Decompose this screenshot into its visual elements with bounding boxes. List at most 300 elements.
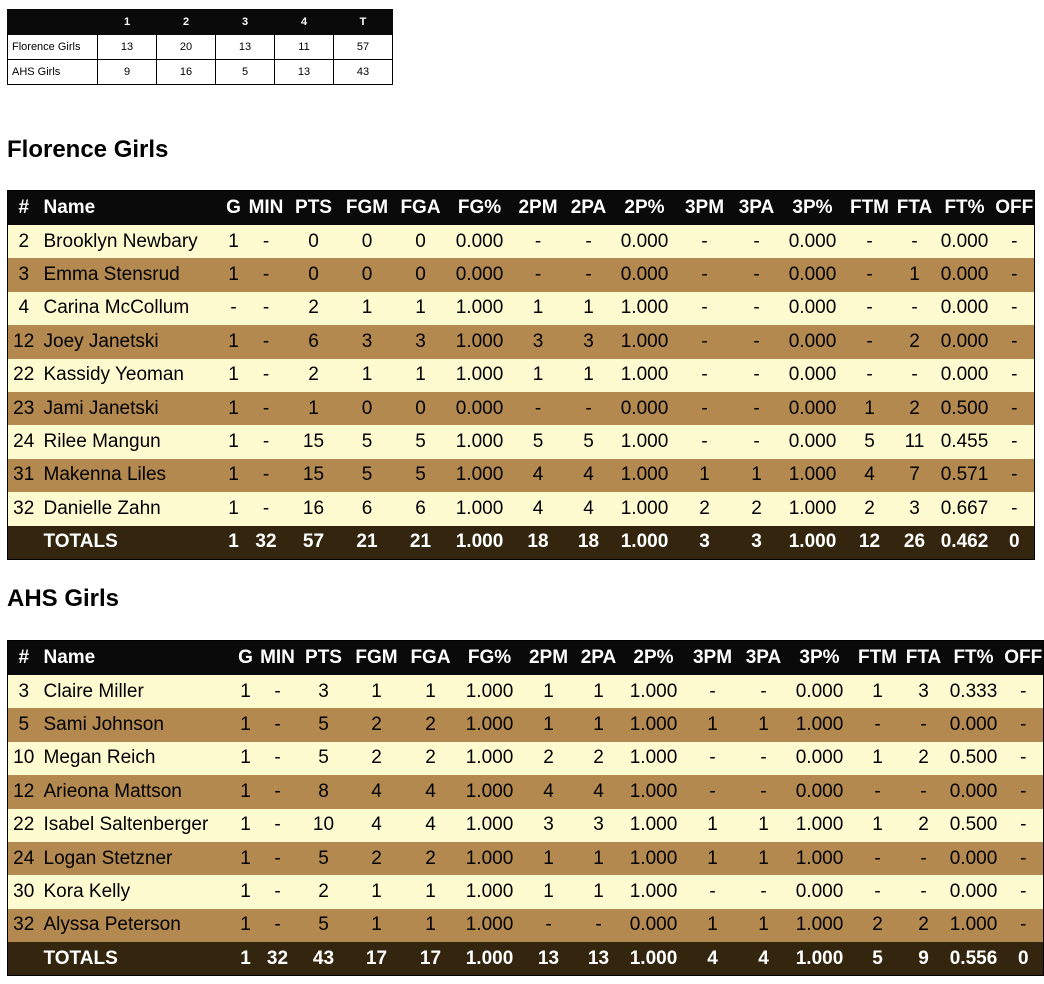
player-fgm: 2 xyxy=(350,842,404,875)
player-fta: - xyxy=(904,875,944,908)
player-off: - xyxy=(995,359,1035,392)
player-2pa: 1 xyxy=(576,842,622,875)
player-3pm: 1 xyxy=(686,809,740,842)
player-pts: 5 xyxy=(298,842,350,875)
player-ft-pct: 0.500 xyxy=(944,742,1004,775)
player-min: - xyxy=(246,492,287,525)
total-fta: 26 xyxy=(895,526,935,560)
player-min: - xyxy=(258,909,298,942)
player-off: - xyxy=(1004,742,1044,775)
quarter-header-row xyxy=(8,10,393,35)
player-2pa: - xyxy=(565,258,613,291)
player-3p-pct: 0.000 xyxy=(788,875,852,908)
player-pts: 5 xyxy=(298,909,350,942)
player-g: 1 xyxy=(234,708,258,741)
player-ftm: 4 xyxy=(845,459,895,492)
player-3pm: 1 xyxy=(686,708,740,741)
player-jersey: 32 xyxy=(8,909,40,942)
player-3pa: - xyxy=(733,292,781,325)
player-2pa: 4 xyxy=(565,459,613,492)
player-name: Claire Miller xyxy=(40,675,234,708)
column-header-off: OFF xyxy=(1004,641,1044,676)
player-row xyxy=(8,225,1035,258)
player-2pa: 4 xyxy=(576,775,622,808)
player-ftm: 1 xyxy=(852,742,904,775)
total-3pa: 3 xyxy=(733,526,781,560)
player-g: 1 xyxy=(234,775,258,808)
player-off: - xyxy=(1004,708,1044,741)
player-fga: 0 xyxy=(394,225,448,258)
player-pts: 6 xyxy=(287,325,341,358)
player-min: - xyxy=(258,875,298,908)
player-3p-pct: 1.000 xyxy=(788,809,852,842)
player-3p-pct: 1.000 xyxy=(788,909,852,942)
player-fg-pct: 1.000 xyxy=(458,842,522,875)
player-g: 1 xyxy=(222,359,246,392)
column-header-pts: PTS xyxy=(298,641,350,676)
player-jersey: 4 xyxy=(8,292,40,325)
player-2p-pct: 1.000 xyxy=(622,742,686,775)
player-2pa: 5 xyxy=(565,425,613,458)
player-min: - xyxy=(246,425,287,458)
player-g: 1 xyxy=(222,492,246,525)
player-row xyxy=(8,708,1044,741)
column-header-g: G xyxy=(234,641,258,676)
totals-row xyxy=(8,526,1035,560)
player-fga: 2 xyxy=(404,842,458,875)
player-pts: 16 xyxy=(287,492,341,525)
total-3pa: 4 xyxy=(740,942,788,976)
player-ftm: - xyxy=(852,708,904,741)
quarter-header-team xyxy=(8,10,98,35)
player-2pm: 1 xyxy=(522,708,576,741)
player-fgm: 1 xyxy=(350,875,404,908)
player-3pa: - xyxy=(733,325,781,358)
player-min: - xyxy=(246,359,287,392)
column-header-2pa: 2PA xyxy=(565,191,613,226)
player-off: - xyxy=(995,325,1035,358)
player-fta: 2 xyxy=(895,325,935,358)
total-fg-pct: 1.000 xyxy=(448,526,512,560)
column-header-3pm: 3PM xyxy=(686,641,740,676)
player-2pa: - xyxy=(565,392,613,425)
total-min: 32 xyxy=(258,942,298,976)
player-min: - xyxy=(258,809,298,842)
box-header-row xyxy=(8,641,1044,676)
player-2pa: - xyxy=(576,909,622,942)
column-header-name: Name xyxy=(40,191,222,226)
player-2p-pct: 1.000 xyxy=(622,875,686,908)
player-2pm: 4 xyxy=(512,492,565,525)
quarter-header-4: 4 xyxy=(275,10,334,35)
player-3pm: - xyxy=(677,225,733,258)
player-pts: 10 xyxy=(298,809,350,842)
column-header-fga: FGA xyxy=(394,191,448,226)
player-pts: 0 xyxy=(287,258,341,291)
column-header-3p-pct: 3P% xyxy=(788,641,852,676)
player-fg-pct: 1.000 xyxy=(448,492,512,525)
quarter-row-home xyxy=(8,35,393,60)
player-2pa: 1 xyxy=(576,675,622,708)
player-row xyxy=(8,258,1035,291)
total-off: 0 xyxy=(995,526,1035,560)
column-header-ft-pct: FT% xyxy=(944,641,1004,676)
player-name: Rilee Mangun xyxy=(40,425,222,458)
player-fga: 1 xyxy=(394,359,448,392)
player-2pm: - xyxy=(512,392,565,425)
player-3p-pct: 1.000 xyxy=(781,459,845,492)
player-row xyxy=(8,325,1035,358)
total-3pm: 3 xyxy=(677,526,733,560)
player-ft-pct: 0.667 xyxy=(935,492,995,525)
player-3p-pct: 0.000 xyxy=(781,225,845,258)
player-jersey: 23 xyxy=(8,392,40,425)
player-fgm: 2 xyxy=(350,742,404,775)
player-row xyxy=(8,875,1044,908)
player-g: 1 xyxy=(234,909,258,942)
player-fga: 1 xyxy=(394,292,448,325)
player-3pa: - xyxy=(733,225,781,258)
column-header-ftm: FTM xyxy=(852,641,904,676)
player-off: - xyxy=(1004,775,1044,808)
player-3pm: - xyxy=(677,258,733,291)
player-fg-pct: 1.000 xyxy=(458,675,522,708)
player-pts: 2 xyxy=(298,875,350,908)
player-2pa: 3 xyxy=(576,809,622,842)
player-3pa: 1 xyxy=(740,708,788,741)
player-2p-pct: 1.000 xyxy=(622,842,686,875)
player-3p-pct: 1.000 xyxy=(781,492,845,525)
player-off: - xyxy=(1004,909,1044,942)
player-name: Arieona Mattson xyxy=(40,775,234,808)
player-2pm: 1 xyxy=(522,842,576,875)
player-ft-pct: 0.500 xyxy=(935,392,995,425)
player-fta: 11 xyxy=(895,425,935,458)
player-fg-pct: 1.000 xyxy=(458,875,522,908)
player-3pm: 1 xyxy=(677,459,733,492)
player-ftm: 2 xyxy=(852,909,904,942)
player-3p-pct: 0.000 xyxy=(788,775,852,808)
player-fta: - xyxy=(904,708,944,741)
player-jersey: 12 xyxy=(8,325,40,358)
player-3pm: - xyxy=(677,359,733,392)
player-2pm: 5 xyxy=(512,425,565,458)
box-score-ahs xyxy=(7,640,1043,976)
player-min: - xyxy=(258,775,298,808)
player-off: - xyxy=(1004,675,1044,708)
quarter-score: 13 xyxy=(216,35,275,60)
column-header-g: G xyxy=(222,191,246,226)
player-ft-pct: 0.455 xyxy=(935,425,995,458)
player-fga: 5 xyxy=(394,459,448,492)
player-fga: 1 xyxy=(404,909,458,942)
player-jersey: 24 xyxy=(8,842,40,875)
total-name: TOTALS xyxy=(40,942,234,976)
player-3pm: - xyxy=(677,292,733,325)
player-3pm: - xyxy=(677,392,733,425)
total-pts: 43 xyxy=(298,942,350,976)
column-header-jersey: # xyxy=(8,191,40,226)
player-2p-pct: 1.000 xyxy=(622,775,686,808)
player-fg-pct: 1.000 xyxy=(448,325,512,358)
player-name: Isabel Saltenberger xyxy=(40,809,234,842)
player-jersey: 31 xyxy=(8,459,40,492)
player-ftm: 2 xyxy=(845,492,895,525)
player-jersey: 32 xyxy=(8,492,40,525)
team-title-florence: Florence Girls xyxy=(7,136,169,163)
quarter-header-total: T xyxy=(334,10,393,35)
total-3pm: 4 xyxy=(686,942,740,976)
player-pts: 2 xyxy=(287,292,341,325)
player-min: - xyxy=(246,258,287,291)
player-ft-pct: 0.500 xyxy=(944,809,1004,842)
player-ft-pct: 0.000 xyxy=(935,359,995,392)
player-g: 1 xyxy=(234,875,258,908)
player-2pa: 1 xyxy=(576,708,622,741)
player-3pm: 1 xyxy=(686,842,740,875)
total-2pm: 18 xyxy=(512,526,565,560)
player-2p-pct: 1.000 xyxy=(613,359,677,392)
player-fga: 1 xyxy=(404,875,458,908)
player-ftm: - xyxy=(852,775,904,808)
player-ftm: 1 xyxy=(852,809,904,842)
player-2pm: 4 xyxy=(522,775,576,808)
total-min: 32 xyxy=(246,526,287,560)
player-ft-pct: 0.000 xyxy=(935,258,995,291)
player-2pm: 2 xyxy=(522,742,576,775)
player-2pm: 1 xyxy=(522,675,576,708)
player-fga: 0 xyxy=(394,392,448,425)
player-fta: 1 xyxy=(895,258,935,291)
player-fga: 2 xyxy=(404,708,458,741)
player-3pa: - xyxy=(733,425,781,458)
player-row xyxy=(8,809,1044,842)
player-fga: 4 xyxy=(404,775,458,808)
player-g: 1 xyxy=(222,459,246,492)
player-g: 1 xyxy=(234,675,258,708)
player-jersey: 3 xyxy=(8,675,40,708)
player-name: Kora Kelly xyxy=(40,875,234,908)
column-header-jersey: # xyxy=(8,641,40,676)
player-2p-pct: 1.000 xyxy=(622,809,686,842)
player-2p-pct: 1.000 xyxy=(613,292,677,325)
player-jersey: 2 xyxy=(8,225,40,258)
player-pts: 0 xyxy=(287,225,341,258)
player-name: Jami Janetski xyxy=(40,392,222,425)
player-ftm: 1 xyxy=(852,675,904,708)
player-fg-pct: 1.000 xyxy=(458,909,522,942)
player-fta: - xyxy=(904,842,944,875)
quarter-team-name: AHS Girls xyxy=(8,60,98,85)
player-min: - xyxy=(246,392,287,425)
box-score-table xyxy=(7,640,1044,976)
player-3pa: - xyxy=(733,258,781,291)
column-header-name: Name xyxy=(40,641,234,676)
column-header-2pa: 2PA xyxy=(576,641,622,676)
player-row xyxy=(8,675,1044,708)
player-fgm: 0 xyxy=(341,258,394,291)
player-name: Megan Reich xyxy=(40,742,234,775)
quarter-team-name: Florence Girls xyxy=(8,35,98,60)
quarter-score: 11 xyxy=(275,35,334,60)
column-header-3pa: 3PA xyxy=(733,191,781,226)
player-g: 1 xyxy=(222,258,246,291)
column-header-2pm: 2PM xyxy=(512,191,565,226)
box-score-florence xyxy=(7,190,1034,560)
total-3p-pct: 1.000 xyxy=(788,942,852,976)
player-off: - xyxy=(995,258,1035,291)
player-2pm: - xyxy=(512,225,565,258)
player-2p-pct: 1.000 xyxy=(622,708,686,741)
player-g: 1 xyxy=(222,425,246,458)
player-fta: 3 xyxy=(904,675,944,708)
player-fg-pct: 1.000 xyxy=(458,809,522,842)
total-ftm: 5 xyxy=(852,942,904,976)
player-2pa: 1 xyxy=(565,292,613,325)
player-fg-pct: 0.000 xyxy=(448,225,512,258)
column-header-min: MIN xyxy=(258,641,298,676)
column-header-2pm: 2PM xyxy=(522,641,576,676)
quarter-header-1: 1 xyxy=(98,10,157,35)
total-pts: 57 xyxy=(287,526,341,560)
player-2pm: 4 xyxy=(512,459,565,492)
player-3p-pct: 0.000 xyxy=(781,292,845,325)
player-2pm: 1 xyxy=(522,875,576,908)
player-3pa: 1 xyxy=(733,459,781,492)
player-fgm: 4 xyxy=(350,809,404,842)
column-header-fgm: FGM xyxy=(350,641,404,676)
player-fg-pct: 1.000 xyxy=(448,292,512,325)
player-ftm: - xyxy=(845,292,895,325)
player-jersey: 5 xyxy=(8,708,40,741)
player-2pa: 2 xyxy=(576,742,622,775)
player-fg-pct: 0.000 xyxy=(448,392,512,425)
player-off: - xyxy=(1004,842,1044,875)
total-ft-pct: 0.462 xyxy=(935,526,995,560)
player-3pm: - xyxy=(686,742,740,775)
player-min: - xyxy=(258,675,298,708)
player-min: - xyxy=(258,708,298,741)
player-3p-pct: 1.000 xyxy=(788,708,852,741)
column-header-2p-pct: 2P% xyxy=(613,191,677,226)
player-row xyxy=(8,459,1035,492)
player-ft-pct: 0.000 xyxy=(935,292,995,325)
player-jersey: 24 xyxy=(8,425,40,458)
total-3p-pct: 1.000 xyxy=(781,526,845,560)
player-name: Carina McCollum xyxy=(40,292,222,325)
player-pts: 15 xyxy=(287,425,341,458)
player-g: 1 xyxy=(222,325,246,358)
column-header-pts: PTS xyxy=(287,191,341,226)
quarter-total-score: 57 xyxy=(334,35,393,60)
total-ft-pct: 0.556 xyxy=(944,942,1004,976)
player-fga: 6 xyxy=(394,492,448,525)
total-fg-pct: 1.000 xyxy=(458,942,522,976)
player-2p-pct: 1.000 xyxy=(613,459,677,492)
player-2pm: 3 xyxy=(512,325,565,358)
player-off: - xyxy=(1004,809,1044,842)
player-3pm: - xyxy=(686,775,740,808)
total-fga: 21 xyxy=(394,526,448,560)
player-row xyxy=(8,292,1035,325)
player-ftm: - xyxy=(845,359,895,392)
player-name: Kassidy Yeoman xyxy=(40,359,222,392)
player-name: Emma Stensrud xyxy=(40,258,222,291)
player-fgm: 6 xyxy=(341,492,394,525)
player-off: - xyxy=(995,392,1035,425)
player-fgm: 1 xyxy=(350,909,404,942)
player-ft-pct: 0.571 xyxy=(935,459,995,492)
column-header-fg-pct: FG% xyxy=(448,191,512,226)
total-name: TOTALS xyxy=(40,526,222,560)
player-2p-pct: 0.000 xyxy=(622,909,686,942)
player-2pa: 3 xyxy=(565,325,613,358)
player-jersey: 12 xyxy=(8,775,40,808)
total-2pm: 13 xyxy=(522,942,576,976)
player-g: 1 xyxy=(222,392,246,425)
quarter-score-table xyxy=(7,9,393,85)
total-jersey xyxy=(8,526,40,560)
quarter-row-away xyxy=(8,60,393,85)
player-3p-pct: 1.000 xyxy=(788,842,852,875)
player-3pm: - xyxy=(677,325,733,358)
player-fgm: 1 xyxy=(341,292,394,325)
player-fta: - xyxy=(895,292,935,325)
quarter-score: 5 xyxy=(216,60,275,85)
player-2p-pct: 1.000 xyxy=(613,492,677,525)
player-ftm: 1 xyxy=(845,392,895,425)
player-ft-pct: 1.000 xyxy=(944,909,1004,942)
player-3pa: 1 xyxy=(740,842,788,875)
player-ft-pct: 0.000 xyxy=(944,708,1004,741)
total-fga: 17 xyxy=(404,942,458,976)
player-jersey: 30 xyxy=(8,875,40,908)
player-off: - xyxy=(995,225,1035,258)
player-ft-pct: 0.000 xyxy=(935,325,995,358)
player-2p-pct: 1.000 xyxy=(622,675,686,708)
player-fta: - xyxy=(904,775,944,808)
player-row xyxy=(8,775,1044,808)
player-fg-pct: 1.000 xyxy=(458,775,522,808)
player-3pa: - xyxy=(740,675,788,708)
player-3p-pct: 0.000 xyxy=(781,425,845,458)
player-3p-pct: 0.000 xyxy=(781,258,845,291)
player-2pm: - xyxy=(512,258,565,291)
column-header-fta: FTA xyxy=(904,641,944,676)
player-fga: 1 xyxy=(404,675,458,708)
player-row xyxy=(8,742,1044,775)
player-fgm: 3 xyxy=(341,325,394,358)
player-fta: - xyxy=(895,359,935,392)
player-2pa: 1 xyxy=(565,359,613,392)
player-ftm: - xyxy=(852,875,904,908)
player-fgm: 0 xyxy=(341,225,394,258)
player-2pm: - xyxy=(522,909,576,942)
player-pts: 2 xyxy=(287,359,341,392)
total-2pa: 18 xyxy=(565,526,613,560)
player-min: - xyxy=(246,459,287,492)
player-2p-pct: 1.000 xyxy=(613,425,677,458)
player-jersey: 3 xyxy=(8,258,40,291)
player-ft-pct: 0.000 xyxy=(944,775,1004,808)
player-jersey: 10 xyxy=(8,742,40,775)
player-3p-pct: 0.000 xyxy=(788,742,852,775)
player-fgm: 2 xyxy=(350,708,404,741)
player-2pa: - xyxy=(565,225,613,258)
player-3pm: 2 xyxy=(677,492,733,525)
total-fgm: 17 xyxy=(350,942,404,976)
player-name: Logan Stetzner xyxy=(40,842,234,875)
